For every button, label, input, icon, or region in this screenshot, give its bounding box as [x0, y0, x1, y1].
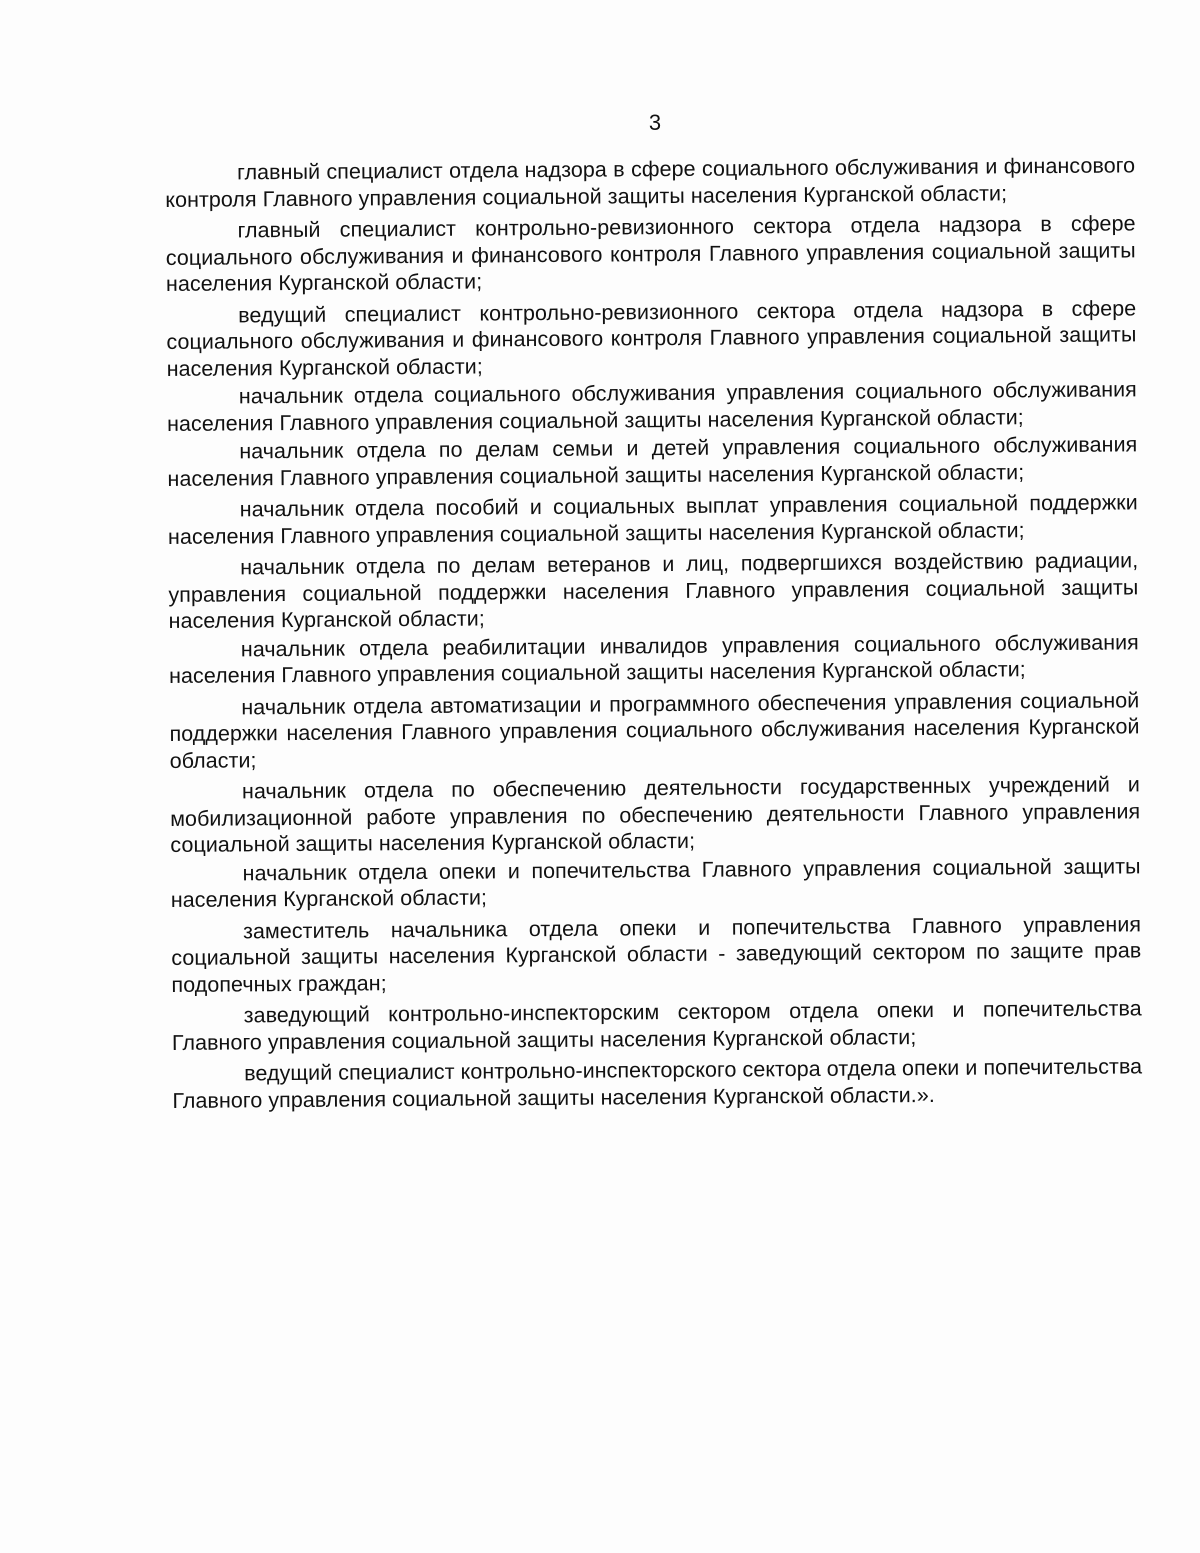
paragraph-14: ведущий специалист контрольно-инспекторского сектора отдела опеки и попечительства Главного управления социальной защиты населения Курганской области.». — [172, 1054, 1143, 1113]
page-number: 3 — [648, 110, 662, 135]
paragraph-9: начальник отдела автоматизации и программного обеспечения управления социальной поддержки населения Главного управления социального обслуживания населения Курганской области; — [169, 687, 1140, 773]
paragraph-6: начальник отдела пособий и социальных выплат управления социальной поддержки населения Главного управления социальной защиты населения Курганской области; — [167, 490, 1138, 549]
paragraph-8: начальник отдела реабилитации инвалидов управления социального обслуживания населения Главного управления социальной защиты населения Курганской области; — [168, 629, 1139, 688]
paragraph-4: начальник отдела социального обслуживания управления социального обслуживания населения Главного управления социальной защиты населения Курганской области; — [166, 377, 1137, 436]
paragraph-1: главный специалист отдела надзора в сфере социального обслуживания и финансового контроля Главного управления социальной защиты населения Курганской области; — [165, 153, 1136, 212]
paragraph-2: главный специалист контрольно-ревизионного сектора отдела надзора в сфере социального обслуживания и финансового контроля Главного управления социальной защиты населения Курганской области; — [165, 211, 1136, 296]
paragraph-3: ведущий специалист контрольно-ревизионного сектора отдела надзора в сфере социального обслуживания и финансового контроля Главного управления социальной защиты населения Курганской области; — [166, 295, 1137, 381]
paragraph-5: начальник отдела по делам семьи и детей управления социального обслуживания населения Главного управления социальной защиты населения Курганской области; — [167, 432, 1138, 491]
paragraph-10: начальник отдела по обеспечению деятельности государственных учреждений и мобилизационной работе управления по обеспечению деятельности Главного управления социальной защиты населения Курганской области; — [170, 772, 1141, 857]
paragraph-11: начальник отдела опеки и попечительства Главного управления социальной защиты населения Курганской области; — [170, 853, 1141, 912]
paragraph-7: начальник отдела по делам ветеранов и лиц, подвергшихся воздействию радиации, управления социальной поддержки населения Главного управления социальной защиты населения Курганской области; — [168, 548, 1139, 633]
paragraph-12: заместитель начальника отдела опеки и попечительства Главного управления социальной защиты населения Курганской области - заведующий сектором по защите прав подопечных граждан; — [171, 911, 1142, 997]
paragraph-13: заведующий контрольно-инспекторским сектором отдела опеки и попечительства Главного управления социальной защиты населения Курганской области; — [171, 996, 1142, 1055]
document-body — [165, 152, 1143, 1119]
